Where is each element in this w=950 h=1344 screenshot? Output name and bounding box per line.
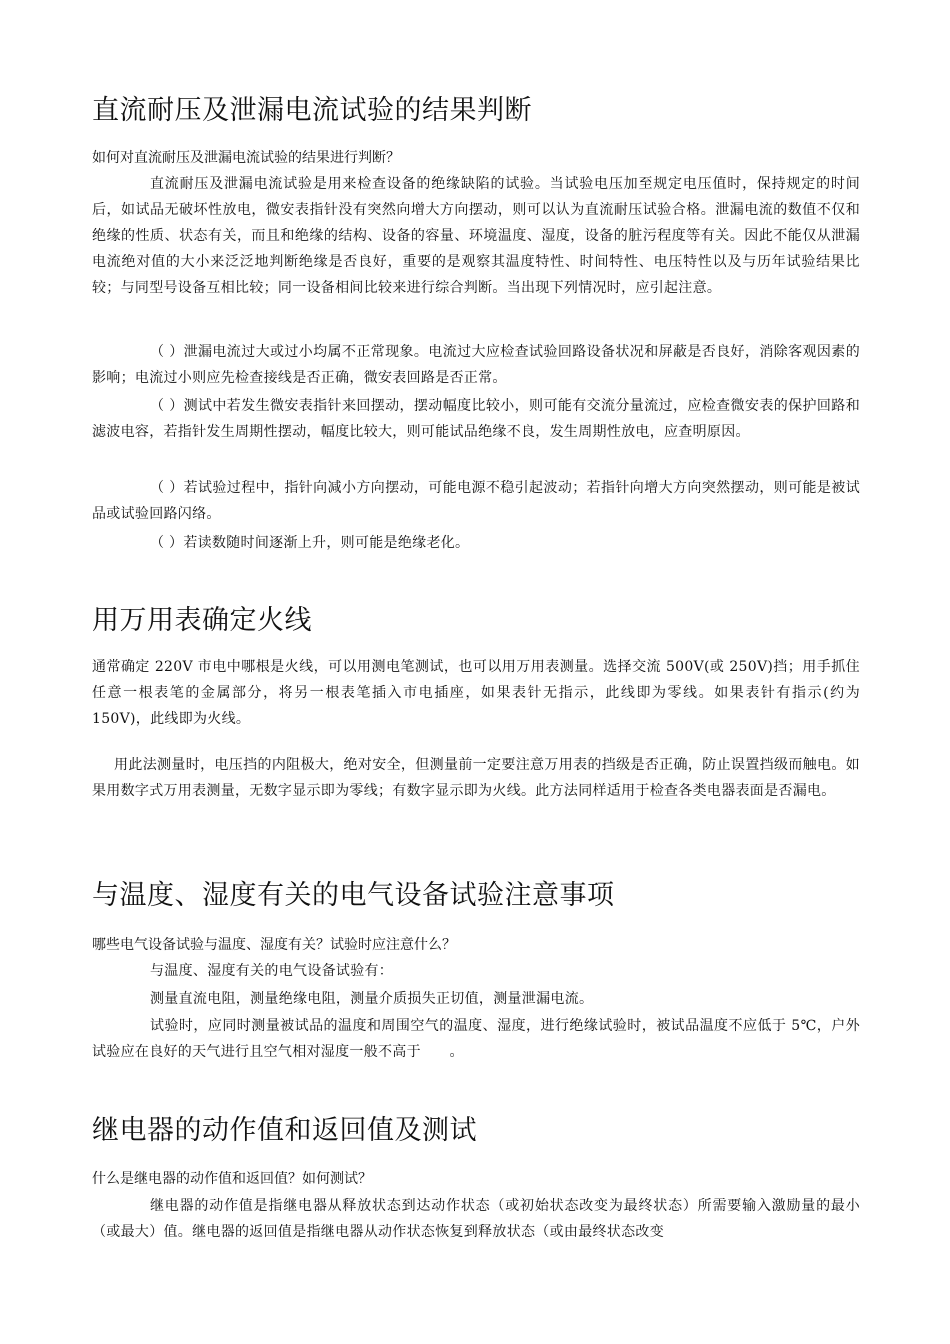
paragraph: 测量直流电阻，测量绝缘电阻，测量介质损失正切值，测量泄漏电流。 — [150, 991, 594, 1007]
section-heading: 与温度、湿度有关的电气设备试验注意事项 — [92, 880, 615, 911]
paragraph: 直流耐压及泄漏电流试验是用来检查设备的绝缘缺陷的试验。当试验电压加至规定电压值时，保持规定的时间后，如试品无破坏性放电，微安表指针没有突然向增大方向摆动，则可以认为直流耐压试验合格。泄漏电流的数值不仅和绝缘的性质、状态有关，而且和绝缘的结构、设备的容量、环境温度、湿度，设备的脏污程度等有关。因此不能仅从泄漏电流绝对值的大小来泛泛地判断绝缘是否良好，重要的是观察其温度特性、时间特性、电压特性以及与历年试验结果比较；与同型号设备互相比较；同一设备相间比较来进行综合判断。当出现下列情况时，应引起注意。 — [92, 176, 860, 296]
section-question: 哪些电气设备试验与温度、湿度有关？试验时应注意什么？ — [92, 937, 456, 953]
paragraph: （ ）若试验过程中，指针向减小方向摆动，可能电源不稳引起波动；若指针向增大方向突然摆动，则可能是被试品或试验回路闪络。 — [92, 480, 860, 522]
section-question: 如何对直流耐压及泄漏电流试验的结果进行判断？ — [92, 150, 400, 166]
paragraph: 与温度、湿度有关的电气设备试验有： — [150, 963, 394, 979]
paragraph: 试验时，应同时测量被试品的温度和周围空气的温度、湿度，进行绝缘试验时，被试品温度不应低于 5℃，户外试验应在良好的天气进行且空气相对湿度一般不高于 。 — [92, 1018, 860, 1060]
paragraph: 继电器的动作值是指继电器从释放状态到达动作状态（或初始状态改变为最终状态）所需要输入激励量的最小（或最大）值。继电器的返回值是指继电器从动作状态恢复到释放状态（或由最终状态改变 — [92, 1198, 860, 1240]
section-heading: 用万用表确定火线 — [92, 605, 312, 636]
section-heading: 继电器的动作值和返回值及测试 — [92, 1115, 477, 1146]
paragraph: 用此法测量时，电压挡的内阻极大，绝对安全，但测量前一定要注意万用表的挡级是否正确，防止误置挡级而触电。如果用数字式万用表测量，无数字显示即为零线；有数字显示即为火线。此方法同样适用于检查各类电器表面是否漏电。 — [92, 757, 860, 799]
paragraph: （ ）测试中若发生微安表指针来回摆动，摆动幅度比较小，则可能有交流分量流过，应检查微安表的保护回路和滤波电容，若指针发生周期性摆动，幅度比较大，则可能试品绝缘不良，发生周期性放电，应查明原因。 — [92, 398, 860, 440]
section-heading: 直流耐压及泄漏电流试验的结果判断 — [92, 95, 532, 126]
section-question: 什么是继电器的动作值和返回值？如何测试？ — [92, 1171, 372, 1187]
paragraph: （ ）若读数随时间逐渐上升，则可能是绝缘老化。 — [150, 535, 470, 551]
paragraph: 通常确定 220V 市电中哪根是火线，可以用测电笔测试，也可以用万用表测量。选择交流 500V(或 250V)挡；用手抓住任意一根表笔的金属部分，将另一根表笔插入市电插座，如果表针无指示，此线即为零线。如果表针有指示(约为 150V)，此线即为火线。 — [92, 659, 860, 727]
paragraph: （ ）泄漏电流过大或过小均属不正常现象。电流过大应检查试验回路设备状况和屏蔽是否良好，消除客观因素的影响；电流过小则应先检查接线是否正确，微安表回路是否正常。 — [92, 344, 860, 386]
